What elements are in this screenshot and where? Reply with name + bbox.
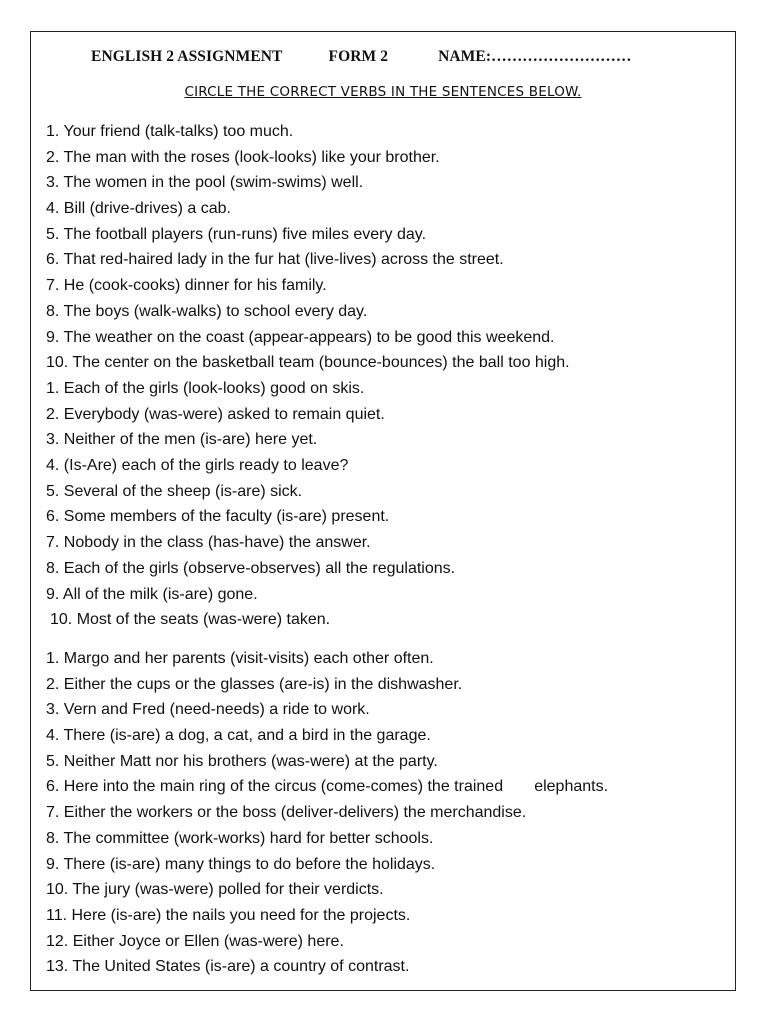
- list-item: 9. There (is-are) many things to do before the holidays.: [46, 855, 436, 873]
- list-item: 8. Each of the girls (observe-observes) all the regulations.: [46, 559, 456, 577]
- list-item: 7. He (cook-cooks) dinner for his family.: [46, 277, 327, 295]
- list-item: 2. The man with the roses (look-looks) like your brother.: [46, 148, 440, 166]
- list-item: 6. Some members of the faculty (is-are) present.: [46, 508, 390, 526]
- list-item: 9. All of the milk (is-are) gone.: [46, 585, 258, 603]
- list-item: 4. There (is-are) a dog, a cat, and a bird in the garage.: [46, 727, 431, 745]
- form-label: FORM 2: [328, 48, 389, 65]
- list-item: 5. Neither Matt nor his brothers (was-were) at the party.: [46, 752, 438, 770]
- list-item: 3. The women in the pool (swim-swims) well.: [46, 174, 364, 192]
- list-item: 2. Everybody (was-were) asked to remain quiet.: [46, 405, 385, 423]
- list-item: 5. The football players (run-runs) five miles every day.: [46, 225, 427, 243]
- name-field-label: NAME:………………………: [438, 48, 632, 65]
- exercise-list-b: [46, 376, 455, 633]
- list-item: 10. Most of the seats (was-were) taken.: [50, 611, 331, 629]
- list-item: 11. Here (is-are) the nails you need for the projects.: [46, 906, 411, 924]
- list-item: 4. (Is-Are) each of the girls ready to leave?: [46, 457, 349, 475]
- exercise-list-a: [46, 119, 570, 376]
- list-item: 10. The center on the basketball team (bounce-bounces) the ball too high.: [46, 354, 570, 372]
- list-item: 1. Margo and her parents (visit-visits) each other often.: [46, 650, 434, 667]
- list-item: 13. The United States (is-are) a country of contrast.: [46, 958, 410, 976]
- list-item: 5. Several of the sheep (is-are) sick.: [46, 482, 303, 500]
- list-item: 3. Vern and Fred (need-needs) a ride to work.: [46, 701, 370, 719]
- list-item: 10. The jury (was-were) polled for their verdicts.: [46, 881, 384, 899]
- list-item: 3. Neither of the men (is-are) here yet.: [46, 431, 318, 449]
- list-item: 7. Nobody in the class (has-have) the answer.: [46, 534, 371, 552]
- list-item: 12. Either Joyce or Ellen (was-were) here.: [46, 932, 344, 950]
- assignment-sheet: [30, 31, 736, 991]
- list-item: 8. The boys (walk-walks) to school every day.: [46, 302, 368, 320]
- instructions: CIRCLE THE CORRECT VERBS IN THE SENTENCES BELOW.: [184, 84, 582, 100]
- list-item: 1. Each of the girls (look-looks) good on skis.: [46, 380, 365, 397]
- assignment-header: [91, 48, 632, 66]
- list-item: 7. Either the workers or the boss (deliver-delivers) the merchandise.: [46, 804, 527, 822]
- list-item: 1. Your friend (talk-talks) too much.: [46, 123, 294, 140]
- list-item: 8. The committee (work-works) hard for better schools.: [46, 829, 434, 847]
- list-item: 6. That red-haired lady in the fur hat (live-lives) across the street.: [46, 251, 504, 269]
- exercise-list-c: [46, 646, 608, 980]
- list-item: 4. Bill (drive-drives) a cab.: [46, 200, 231, 218]
- assignment-title: ENGLISH 2 ASSIGNMENT: [91, 48, 283, 65]
- list-item: 6. Here into the main ring of the circus (come-comes) the trained elephants.: [46, 778, 609, 796]
- list-item: 9. The weather on the coast (appear-appears) to be good this weekend.: [46, 328, 555, 346]
- list-item: 2. Either the cups or the glasses (are-is) in the dishwasher.: [46, 675, 463, 693]
